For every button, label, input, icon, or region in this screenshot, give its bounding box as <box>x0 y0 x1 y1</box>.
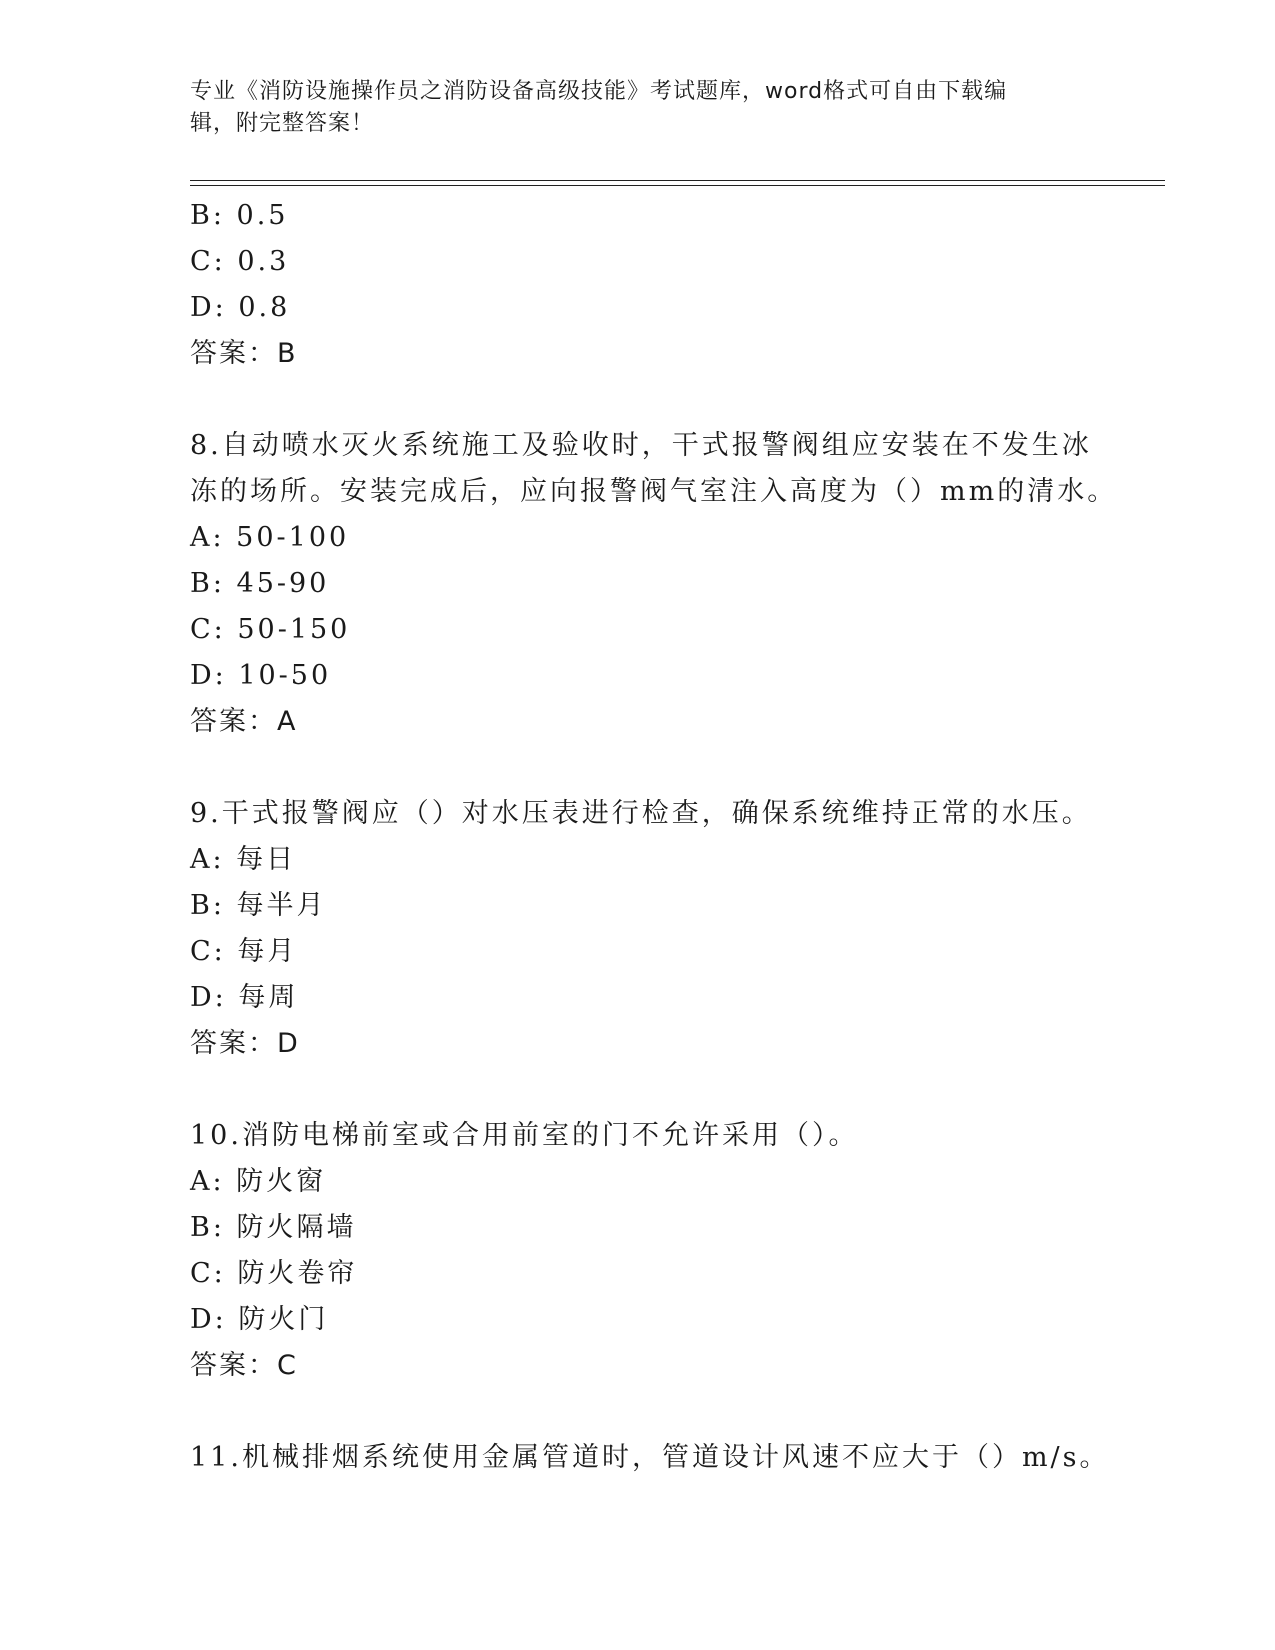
answer-label: 答案：A <box>190 706 298 737</box>
question-stem: 11.机械排烟系统使用金属管道时，管道设计风速不应大于（）m/s。 <box>190 1442 1110 1473</box>
question-8 <box>190 423 1150 745</box>
spacer <box>190 1389 1150 1435</box>
question-9 <box>190 791 1150 1067</box>
option-b: B: 45-90 <box>190 568 330 599</box>
option-c: C: 每月 <box>190 936 298 967</box>
question-stem: 9.干式报警阀应（）对水压表进行检查，确保系统维持正常的水压。 <box>190 798 1092 829</box>
header-line-1: 专业《消防设施操作员之消防设备高级技能》考试题库，word格式可自由下载编 <box>190 79 1008 104</box>
header-rule-top <box>190 180 1165 181</box>
option-b: B: 每半月 <box>190 890 327 921</box>
header-rule-bottom <box>190 185 1165 186</box>
answer-label: 答案：B <box>190 338 298 369</box>
answer-label: 答案：C <box>190 1350 298 1381</box>
spacer <box>190 1067 1150 1113</box>
question-stem: 8.自动喷水灭火系统施工及验收时，干式报警阀组应安装在不发生冰 <box>190 430 1092 461</box>
answer-label: 答案：D <box>190 1028 300 1059</box>
option-a: A: 每日 <box>190 844 297 875</box>
option-a: A: 防火窗 <box>190 1166 327 1197</box>
option-b: B: 0.5 <box>190 200 289 231</box>
question-11 <box>190 1435 1150 1481</box>
document-header <box>190 76 1090 140</box>
spacer <box>190 377 1150 423</box>
question-stem: 10.消防电梯前室或合用前室的门不允许采用（）。 <box>190 1120 859 1151</box>
option-d: D: 每周 <box>190 982 299 1013</box>
option-c: C: 防火卷帘 <box>190 1258 358 1289</box>
question-stem-continued: 冻的场所。安装完成后，应向报警阀气室注入高度为（）mm的清水。 <box>190 476 1118 507</box>
option-d: D: 10-50 <box>190 660 332 691</box>
option-d: D: 0.8 <box>190 292 291 323</box>
question-list <box>190 193 1150 1481</box>
question-7-tail <box>190 193 1150 377</box>
option-d: D: 防火门 <box>190 1304 329 1335</box>
spacer <box>190 745 1150 791</box>
question-10 <box>190 1113 1150 1389</box>
option-c: C: 50-150 <box>190 614 351 645</box>
header-line-2: 辑，附完整答案！ <box>190 111 375 136</box>
option-a: A: 50-100 <box>190 522 350 553</box>
option-c: C: 0.3 <box>190 246 290 277</box>
option-b: B: 防火隔墙 <box>190 1212 357 1243</box>
